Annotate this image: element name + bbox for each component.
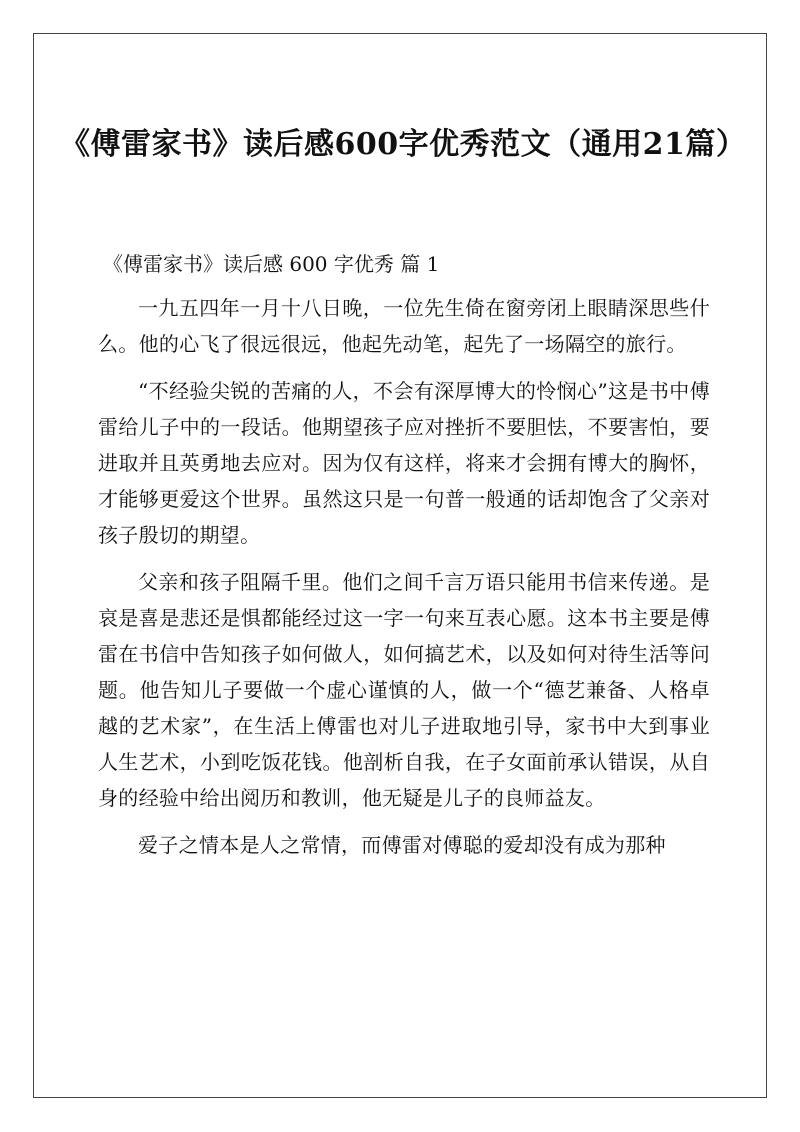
- article-heading: 《傅雷家书》读后感 600 字优秀 篇 1: [103, 252, 440, 276]
- document-title: 《傅雷家书》读后感600字优秀范文（通用21篇）: [60, 127, 747, 162]
- paragraph-4: 爱子之情本是人之常情，而傅雷对傅聪的爱却没有成为那种: [138, 833, 666, 857]
- paragraph-2: “不经验尖锐的苦痛的人，不会有深厚博大的怜悯心”这是书中傅雷给儿子中的一段话。他期望孩子应对挫折不要胆怯，不要害怕，要进取并且英勇地去应对。因为仅有这样，将来才会拥有博大的胸怀，才能够更爱这个世界。虽然这只是一句普一般通的话却饱含了父亲对孩子殷切的期望。: [98, 379, 710, 547]
- article-body: [98, 290, 710, 874]
- paragraph-3: 父亲和孩子阻隔千里。他们之间千言万语只能用书信来传递。是哀是喜是悲还是惧都能经过这一字一句来互表心愿。这本书主要是傅雷在书信中告知孩子如何做人，如何搞艺术，以及如何对待生活等问题。他告知儿子要做一个虚心谨慎的人，做一个“德艺兼备、人格卓越的艺术家”，在生活上傅雷也对儿子进取地引导，家书中大到事业人生艺术，小到吃饭花钱。他剖析自我，在子女面前承认错误，从自身的经验中给出阅历和教训，他无疑是儿子的良师益友。: [98, 570, 710, 810]
- paragraph-1: 一九五四年一月十八日晚，一位先生倚在窗旁闭上眼睛深思些什么。他的心飞了很远很远，他起先动笔，起先了一场隔空的旅行。: [98, 296, 710, 356]
